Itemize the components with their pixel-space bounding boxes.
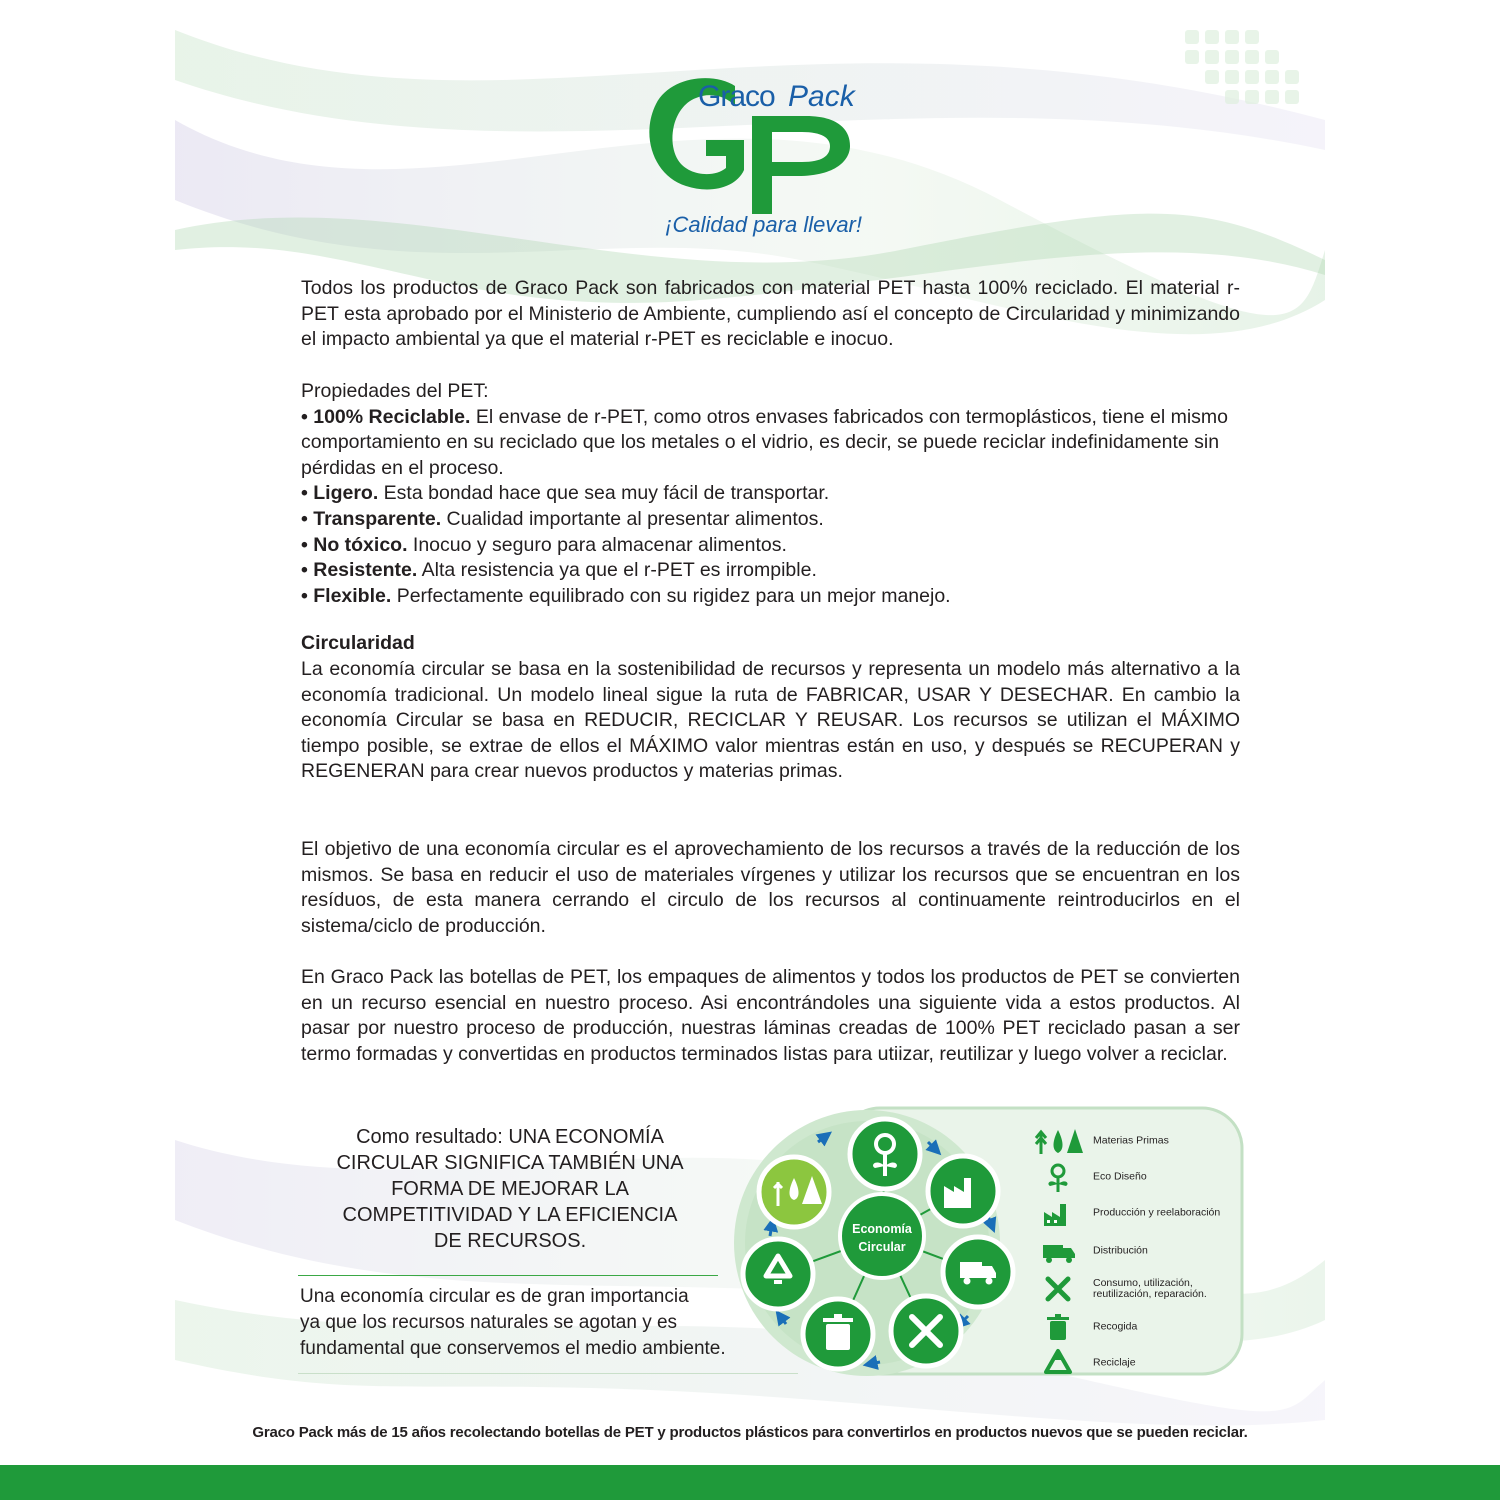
footer-bar [0,1465,1500,1500]
property-label: • No tóxico. [301,533,408,556]
importance-line: ya que los recursos naturales se agotan y es [300,1312,678,1333]
divider-line [298,1275,718,1276]
result-line: FORMA DE MEJORAR LA [391,1178,629,1200]
node-recycling [743,1239,813,1309]
properties-list [301,405,1240,610]
logo-word-graco: Graco [698,80,775,113]
factory-icon [1032,1198,1084,1228]
legend-item-recycling [1032,1348,1242,1378]
legend-label: Producción y reelaboración [1093,1206,1221,1219]
logo-word-pack: Pack [788,80,855,113]
importance-statement [300,1284,770,1362]
trash-bin-icon [1032,1312,1084,1342]
property-item [301,558,1240,584]
node-collection [803,1299,873,1369]
footer-note: Graco Pack más de 15 años recolectando botellas de PET y productos plásticos para convertirlos en productos nuevos que se pueden reciclar. [252,1424,1248,1441]
property-text: Esta bondad hace que sea muy fácil de transportar. [378,482,830,505]
importance-line: fundamental que conservemos el medio ambiente. [300,1338,726,1359]
result-line: Como resultado: UNA ECONOMÍA [356,1126,664,1148]
eco-design-icon [1032,1162,1084,1192]
legend-label: Eco Diseño [1093,1170,1147,1183]
property-label: • Resistente. [301,559,418,582]
properties-section [301,379,1240,609]
legend-item-distribution [1032,1236,1242,1266]
truck-icon [1032,1236,1084,1266]
center-label-line2: Circular [858,1240,906,1254]
legend-label: Reciclaje [1093,1356,1136,1369]
circularity-paragraph-1: La economía circular se basa en la sostenibilidad de recursos y representa un modelo más alternativo a la economía tradicional. Un modelo lineal sigue la ruta de FABRICAR, USAR Y DESECHAR. En cambio la economía Circular se basa en REDUCIR, RECICLAR Y REUSAR. Los recursos se utilizan el MÁXIMO tiempo posible, se extrae de ellos el MÁXIMO valor mientras están en uso, y después se RECUPERAN y REGENERAN para crear nuevos productos y materias primas. [301,658,1240,783]
raw-materials-icon [1032,1126,1084,1156]
property-label: • Transparente. [301,507,442,530]
property-item [301,405,1240,482]
legend-label: Materias Primas [1093,1134,1169,1147]
circularity-heading: Circularidad [301,632,415,654]
node-raw-materials [759,1157,829,1227]
property-label: • 100% Reciclable. [301,405,471,428]
property-text: Perfectamente equilibrado con su rigidez para un mejor manejo. [391,584,951,607]
legend-item-raw-materials [1032,1126,1242,1156]
tools-icon [1032,1274,1084,1304]
property-label: • Flexible. [301,584,392,607]
center-label-line1: Economía [852,1222,912,1236]
property-item [301,533,1240,559]
property-text: Inocuo y seguro para almacenar alimentos. [407,533,787,556]
property-text: Alta resistencia ya que el r-PET es irrompible. [417,559,817,582]
result-line: CIRCULAR SIGNIFICA TAMBIÉN UNA [336,1152,684,1174]
legend-label: Recogida [1093,1320,1138,1333]
logo-tagline: ¡Calidad para llevar! [665,212,862,237]
legend-label: Distribución [1093,1244,1148,1257]
node-production [928,1156,998,1226]
node-distribution [943,1237,1013,1307]
property-text: Cualidad importante al presentar alimentos. [441,507,824,530]
properties-title: Propiedades del PET: [301,380,489,402]
result-statement [300,1124,720,1254]
importance-line: Una economía circular es de gran importancia [300,1286,689,1307]
property-label: • Ligero. [301,482,379,505]
legend-item-consumption [1032,1274,1242,1304]
circularity-paragraph-3: En Graco Pack las botellas de PET, los empaques de alimentos y todos los productos de PET se convierten en un recurso esencial en nuestro proceso. Asi encontrándoles una siguiente vida a estos productos. Al pasar por nuestro proceso de producción, nuestras láminas creadas de 100% PET reciclado pasan a ser termo formadas y convertidas en productos terminados listas para utiizar, reutilizar y luego volver a reciclar. [301,966,1240,1065]
divider-line-bottom [298,1373,798,1374]
circularity-paragraph-2: El objetivo de una economía circular es el aprovechamiento de los recursos a través de la reducción de los mismos. Se basa en reducir el uso de materiales vírgenes y utilizar los recursos que se encuentran en los resíduos, de esta manera cerrando el circulo de los recursos al continuamente reintroducirlos en el sistema/ciclo de producción. [301,838,1240,937]
property-item [301,584,1240,610]
legend-item-collection [1032,1312,1242,1342]
result-line: DE RECURSOS. [433,1230,587,1252]
legend-label: Consumo, utilización, reutilización, reparación. [1093,1277,1207,1300]
result-line: COMPETITIVIDAD Y LA EFICIENCIA [342,1204,678,1226]
recycle-icon [1032,1348,1084,1378]
property-text: El envase de r-PET, como otros envases fabricados con termoplásticos, tiene el mismo comportamiento en su reciclado que los metales o el vidrio, es decir, se puede reciclar indefinidamente sin pérdidas en el proceso. [301,405,1229,479]
legend-item-production [1032,1198,1242,1228]
property-item [301,481,1240,507]
node-eco-design [850,1119,920,1189]
center-hub [840,1194,924,1278]
logo-monogram-text: GP [640,64,642,65]
legend-item-eco-design [1032,1162,1242,1192]
property-item [301,507,1240,533]
node-consumption [891,1296,961,1366]
intro-paragraph: Todos los productos de Graco Pack son fabricados con material PET hasta 100% reciclado. El material r-PET esta aprobado por el Ministerio de Ambiente, cumpliendo así el concepto de Circularidad y minimizando el impacto ambiental ya que el material r-PET es reciclable e inocuo. [301,277,1240,351]
